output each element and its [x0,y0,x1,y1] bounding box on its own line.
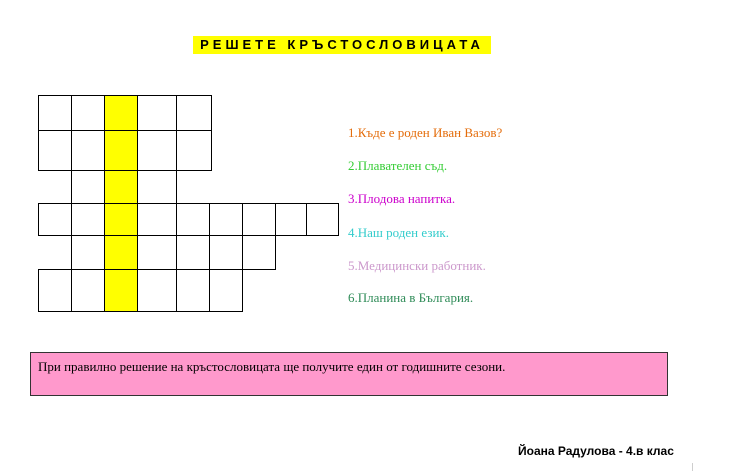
crossword-cell [176,203,210,236]
hint-text: При правилно решение на кръстословицата ще получите един от годишните сезони. [38,359,506,374]
question-3: 3.Плодова напитка. [348,191,456,206]
crossword-cell [209,269,243,312]
crossword-cell [71,95,105,131]
crossword-cell [137,203,177,236]
crossword-cell [71,130,105,171]
question-5: 5.Медицински работник. [348,258,486,273]
question-4: 4.Наш роден език. [348,225,449,240]
crossword-solution-cell [104,95,138,131]
crossword-cell [137,170,177,204]
crossword-cell [38,95,72,131]
crossword-cell [38,269,72,312]
crossword-cell [137,269,177,312]
crossword-cell [71,235,105,270]
crossword-cell [71,269,105,312]
crossword-cell [71,170,105,204]
crossword-cell [137,130,177,171]
crossword-cell [38,203,72,236]
crossword-cell [209,235,243,270]
crossword-cell [38,130,72,171]
crossword-cell [306,203,339,236]
crossword-solution-cell [104,130,138,171]
crossword-cell [242,235,276,270]
crossword-cell [137,235,177,270]
question-6: 6.Планина в България. [348,290,474,305]
page-title: РЕШЕТЕ КРЪСТОСЛОВИЦАТА [193,36,491,54]
question-1: 1.Къде е роден Иван Вазов? [348,125,503,140]
crossword-cell [209,203,243,236]
page-mark: | [692,462,694,471]
crossword-cell [176,95,212,131]
crossword-solution-cell [104,170,138,204]
crossword-solution-cell [104,235,138,270]
hint-box [30,352,668,396]
crossword-solution-cell [104,203,138,236]
crossword-solution-cell [104,269,138,312]
crossword-cell [275,203,307,236]
question-2: 2.Плавателен съд. [348,158,448,173]
crossword-cell [137,95,177,131]
author-signature: Йоана Радулова - 4.в клас [518,444,674,458]
crossword-cell [176,269,210,312]
crossword-cell [176,235,210,270]
crossword-cell [176,130,212,171]
crossword-cell [71,203,105,236]
crossword-cell [242,203,276,236]
